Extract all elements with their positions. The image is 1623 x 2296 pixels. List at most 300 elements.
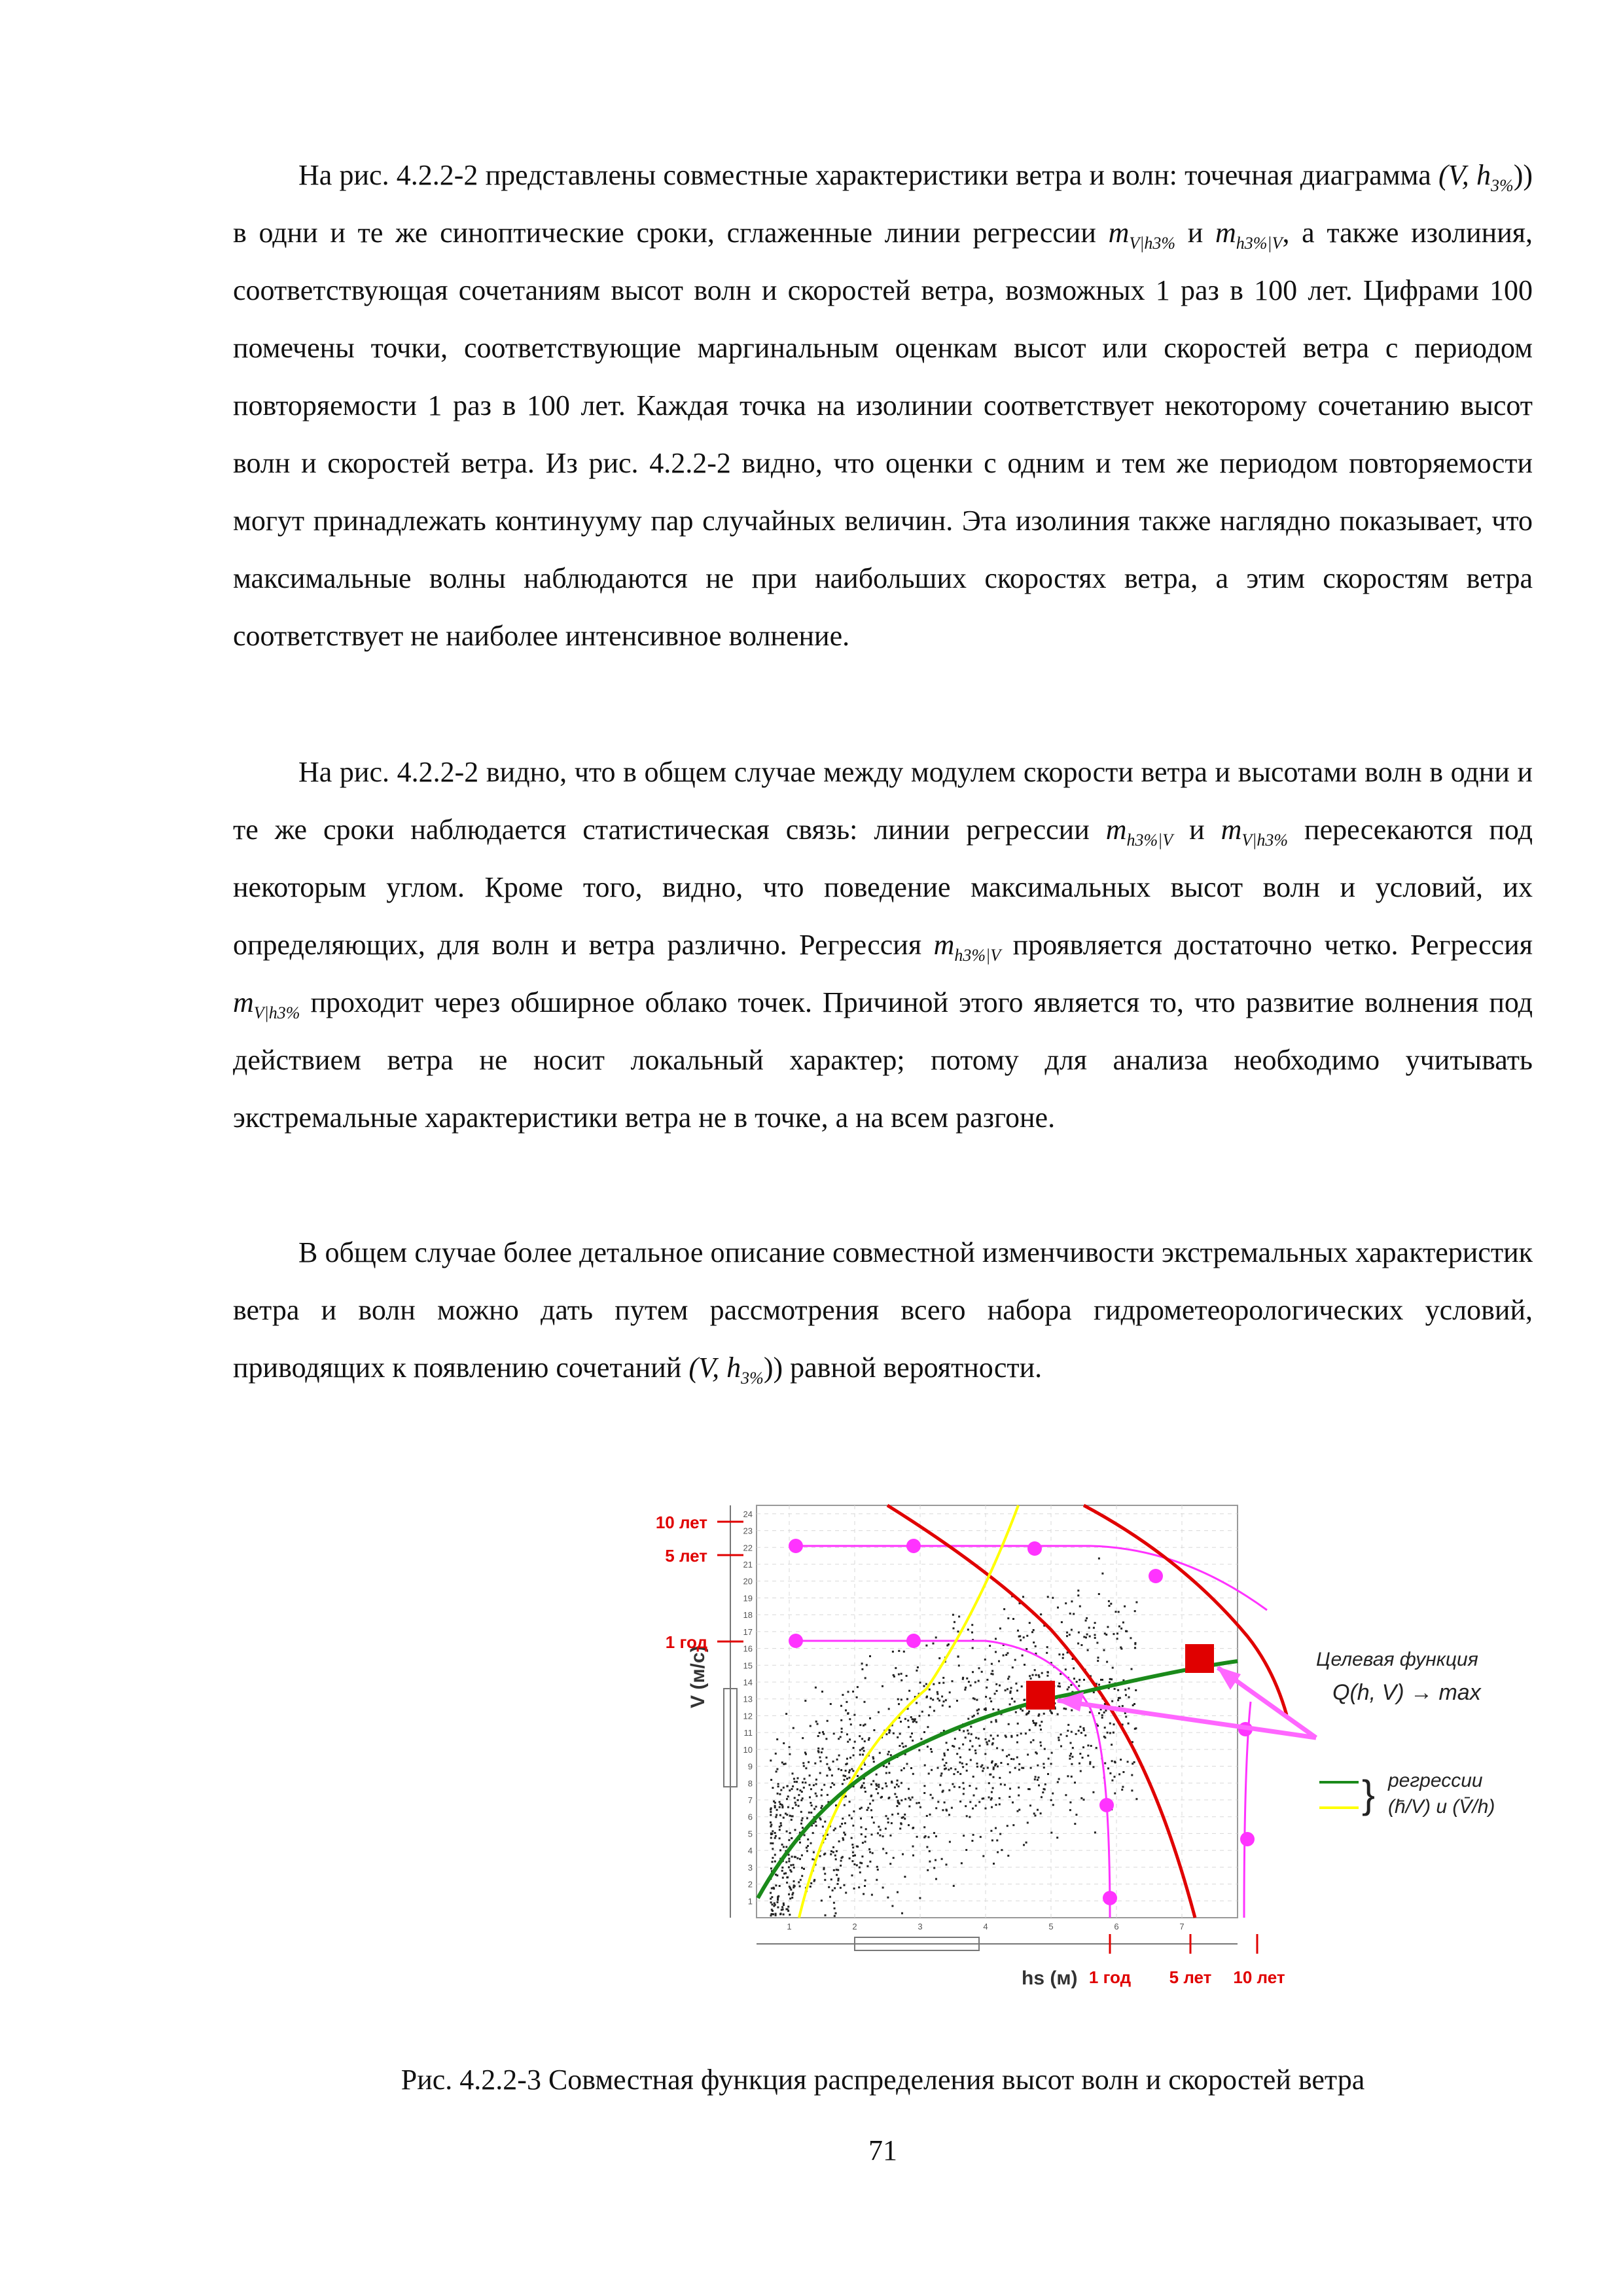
- scatter-point: [846, 1701, 847, 1703]
- scatter-point: [851, 1874, 853, 1876]
- scatter-point: [1079, 1726, 1081, 1728]
- scatter-point: [796, 1857, 798, 1859]
- scatter-point: [1110, 1603, 1112, 1605]
- scatter-point: [945, 1699, 947, 1701]
- scatter-point: [1008, 1676, 1010, 1677]
- scatter-point: [845, 1892, 847, 1893]
- scatter-point: [812, 1832, 814, 1834]
- scatter-point: [966, 1677, 968, 1679]
- scatter-point: [1109, 1772, 1111, 1774]
- scatter-point: [789, 1815, 791, 1817]
- scatter-point: [1065, 1794, 1067, 1796]
- scatter-point: [1034, 1778, 1036, 1780]
- scatter-point: [1134, 1647, 1136, 1649]
- scatter-point: [890, 1754, 892, 1756]
- scatter-point: [779, 1885, 781, 1887]
- scatter-point: [845, 1710, 847, 1712]
- scatter-point: [926, 1815, 928, 1817]
- scatter-point: [834, 1827, 836, 1829]
- scatter-point: [853, 1754, 855, 1756]
- scatter-point: [770, 1814, 772, 1816]
- scatter-point: [935, 1636, 937, 1638]
- scatter-point: [898, 1674, 900, 1676]
- scatter-point: [1103, 1649, 1105, 1651]
- scatter-point: [944, 1801, 946, 1803]
- scatter-point: [908, 1726, 910, 1728]
- scatter-point: [1049, 1710, 1051, 1712]
- scatter-point: [795, 1804, 797, 1806]
- scatter-point: [856, 1864, 858, 1866]
- scatter-point: [945, 1762, 947, 1764]
- scatter-point: [999, 1797, 1001, 1799]
- scatter-point: [986, 1744, 988, 1746]
- scatter-point: [842, 1818, 844, 1820]
- scatter-point: [901, 1912, 903, 1914]
- scatter-point: [1009, 1692, 1011, 1694]
- scatter-point: [786, 1785, 788, 1787]
- scatter-point: [835, 1912, 837, 1914]
- scatter-point: [933, 1832, 935, 1834]
- scatter-point: [836, 1874, 838, 1876]
- scatter-point: [1080, 1797, 1082, 1799]
- scatter-point: [1012, 1824, 1014, 1826]
- scatter-point: [975, 1752, 977, 1754]
- scatter-point: [1038, 1715, 1040, 1717]
- scatter-point: [777, 1897, 779, 1899]
- x-tick-label: 6: [1114, 1922, 1119, 1931]
- scatter-point: [953, 1746, 955, 1748]
- scatter-point: [1066, 1635, 1068, 1637]
- scatter-point: [1042, 1791, 1044, 1793]
- left-label-10yr: 10 лет: [655, 1513, 707, 1532]
- scatter-point: [779, 1801, 781, 1803]
- scatter-point: [773, 1888, 775, 1890]
- scatter-point: [1122, 1771, 1124, 1773]
- scatter-point: [770, 1892, 772, 1894]
- scatter-point: [882, 1685, 883, 1687]
- scatter-point: [1018, 1787, 1020, 1789]
- scatter-point: [772, 1830, 774, 1832]
- scatter-point: [864, 1740, 866, 1742]
- scatter-point: [885, 1766, 887, 1768]
- scatter-point: [1111, 1700, 1113, 1702]
- scatter-point: [1065, 1708, 1067, 1710]
- scatter-point: [899, 1827, 901, 1829]
- scatter-point: [920, 1738, 922, 1740]
- scatter-point: [878, 1826, 880, 1828]
- scatter-point: [904, 1718, 906, 1720]
- scatter-point: [1043, 1713, 1045, 1715]
- scatter-point: [804, 1782, 806, 1784]
- scatter-point: [902, 1746, 904, 1748]
- scatter-point: [802, 1737, 804, 1739]
- scatter-point: [876, 1774, 878, 1776]
- scatter-point: [901, 1817, 903, 1819]
- scatter-point: [854, 1854, 856, 1856]
- scatter-point: [838, 1768, 840, 1770]
- scatter-point: [921, 1711, 923, 1713]
- scatter-point: [896, 1805, 898, 1807]
- scatter-point: [1020, 1640, 1022, 1641]
- scatter-point: [826, 1774, 828, 1776]
- scatter-point: [849, 1801, 851, 1803]
- scatter-point: [1005, 1654, 1007, 1656]
- scatter-point: [986, 1687, 988, 1689]
- scatter-point: [991, 1762, 993, 1764]
- scatter-point: [918, 1749, 920, 1751]
- scatter-point: [821, 1751, 823, 1753]
- scatter-point: [949, 1691, 951, 1693]
- scatter-point: [1034, 1669, 1036, 1671]
- scatter-point: [802, 1827, 804, 1829]
- scatter-point: [803, 1765, 805, 1767]
- scatter-point: [1127, 1761, 1129, 1763]
- scatter-point: [838, 1878, 840, 1880]
- scatter-point: [1061, 1621, 1063, 1623]
- scatter-point: [1114, 1793, 1116, 1795]
- scatter-point: [992, 1708, 994, 1710]
- y-tick-label: 5: [747, 1829, 753, 1839]
- scatter-point: [796, 1781, 798, 1783]
- scatter-point: [1029, 1788, 1031, 1790]
- scatter-point: [901, 1679, 902, 1681]
- scatter-point: [954, 1738, 956, 1740]
- scatter-point: [801, 1791, 803, 1793]
- scatter-point: [917, 1666, 919, 1668]
- scatter-point: [815, 1825, 817, 1827]
- scatter-point: [904, 1876, 906, 1878]
- scatter-point: [898, 1650, 900, 1652]
- scatter-point: [946, 1863, 948, 1865]
- scatter-point: [801, 1820, 803, 1821]
- scatter-point: [995, 1651, 997, 1653]
- scatter-point: [1125, 1716, 1127, 1718]
- scatter-point: [837, 1869, 839, 1871]
- scatter-point: [943, 1700, 945, 1702]
- y-tick-label: 3: [747, 1862, 753, 1873]
- scatter-point: [787, 1906, 789, 1908]
- scatter-point: [929, 1861, 931, 1863]
- scatter-point: [1033, 1722, 1035, 1724]
- scatter-point: [1092, 1791, 1094, 1793]
- scatter-point: [1089, 1636, 1091, 1638]
- scatter-point: [794, 1797, 796, 1799]
- scatter-point: [1026, 1635, 1028, 1637]
- scatter-point: [999, 1803, 1001, 1805]
- scatter-point: [888, 1729, 890, 1731]
- scatter-point: [996, 1690, 998, 1692]
- y-tick-label: 24: [743, 1509, 753, 1519]
- scatter-point: [840, 1719, 842, 1721]
- scatter-point: [1080, 1644, 1082, 1646]
- scatter-point: [1116, 1632, 1118, 1634]
- scatter-point: [980, 1836, 982, 1838]
- scatter-point: [791, 1871, 793, 1873]
- scatter-point: [923, 1792, 925, 1794]
- scatter-point: [772, 1861, 774, 1863]
- scatter-point: [864, 1787, 866, 1789]
- scatter-point: [982, 1797, 984, 1799]
- scatter-point: [772, 1903, 774, 1905]
- scatter-point: [843, 1774, 845, 1776]
- scatter-point: [849, 1769, 851, 1771]
- scatter-point: [831, 1782, 833, 1784]
- scatter-point: [968, 1681, 970, 1683]
- scatter-point: [972, 1834, 974, 1836]
- scatter-point: [984, 1659, 986, 1660]
- scatter-point: [967, 1718, 969, 1720]
- scatter-point: [880, 1829, 882, 1831]
- scatter-point: [897, 1736, 899, 1738]
- scatter-point: [861, 1668, 863, 1670]
- scatter-point: [819, 1818, 821, 1820]
- scatter-point: [1027, 1712, 1029, 1714]
- scatter-point: [843, 1832, 845, 1834]
- scatter-point: [876, 1788, 878, 1790]
- scatter-point: [821, 1795, 823, 1797]
- scatter-point: [834, 1915, 836, 1917]
- scatter-point: [788, 1857, 790, 1859]
- scatter-point: [853, 1863, 855, 1865]
- scatter-point: [1104, 1763, 1106, 1765]
- scatter-point: [1128, 1723, 1130, 1725]
- scatter-point: [815, 1721, 817, 1723]
- scatter-point: [823, 1733, 825, 1735]
- scatter-point: [976, 1763, 978, 1765]
- scatter-point: [774, 1904, 776, 1906]
- scatter-point: [1058, 1778, 1060, 1780]
- scatter-point: [821, 1899, 823, 1901]
- scatter-point: [1074, 1823, 1076, 1825]
- scatter-point: [808, 1812, 810, 1814]
- scatter-point: [776, 1809, 778, 1811]
- scatter-point: [1096, 1642, 1098, 1644]
- scatter-point: [1134, 1610, 1136, 1612]
- scatter-point: [790, 1864, 792, 1866]
- scatter-point: [1012, 1618, 1014, 1620]
- scatter-point: [993, 1768, 995, 1770]
- scatter-point: [861, 1768, 863, 1770]
- scatter-point: [1101, 1717, 1103, 1719]
- scatter-point: [806, 1818, 808, 1820]
- scatter-point: [991, 1670, 993, 1672]
- scatter-point: [1065, 1602, 1067, 1604]
- scatter-point: [1016, 1757, 1018, 1759]
- scatter-point: [790, 1889, 792, 1891]
- scatter-point: [805, 1753, 807, 1755]
- scatter-point: [901, 1769, 902, 1771]
- scatter-point: [973, 1795, 975, 1797]
- scatter-point: [1016, 1734, 1018, 1736]
- scatter-point: [1010, 1687, 1012, 1689]
- scatter-point: [961, 1763, 963, 1765]
- scatter-point: [787, 1795, 789, 1797]
- scatter-point: [990, 1830, 992, 1832]
- scatter-point: [810, 1886, 812, 1888]
- scatter-point: [872, 1780, 874, 1782]
- scatter-point: [845, 1763, 847, 1765]
- scatter-point: [897, 1780, 899, 1782]
- scatter-point: [1085, 1636, 1087, 1638]
- scatter-point: [804, 1700, 806, 1702]
- scatter-point: [1083, 1729, 1085, 1731]
- scatter-point: [770, 1837, 772, 1839]
- scatter-point: [996, 1839, 998, 1841]
- scatter-point: [807, 1839, 809, 1840]
- scatter-point: [1050, 1712, 1052, 1713]
- scatter-point: [873, 1761, 875, 1763]
- scatter-point: [1075, 1733, 1077, 1735]
- scatter-point: [774, 1802, 776, 1804]
- scatter-point: [783, 1817, 785, 1819]
- scatter-point: [1085, 1620, 1087, 1622]
- scatter-point: [844, 1834, 846, 1836]
- scatter-point: [897, 1813, 899, 1815]
- scatter-point: [908, 1824, 910, 1826]
- scatter-point: [1113, 1723, 1115, 1725]
- scatter-point: [888, 1763, 890, 1765]
- y-tick-label: 13: [743, 1694, 753, 1704]
- bottom-label-5yr: 5 лет: [1169, 1967, 1212, 1987]
- scatter-point: [878, 1786, 880, 1788]
- scatter-point: [783, 1873, 785, 1874]
- scatter-point: [995, 1683, 997, 1685]
- joint-distribution-figure: [429, 1492, 1581, 1990]
- scatter-point: [1107, 1732, 1109, 1734]
- scatter-point: [1027, 1821, 1029, 1823]
- scatter-point: [1094, 1831, 1096, 1833]
- scatter-point: [1037, 1765, 1039, 1767]
- scatter-point: [779, 1850, 781, 1852]
- scatter-point: [1031, 1631, 1033, 1633]
- scatter-point: [1068, 1686, 1070, 1688]
- scatter-point: [910, 1736, 912, 1738]
- scatter-point: [930, 1794, 932, 1796]
- scatter-point: [1135, 1798, 1137, 1800]
- scatter-point: [905, 1745, 907, 1747]
- scatter-point: [1134, 1642, 1136, 1644]
- scatter-point: [887, 1818, 889, 1820]
- scatter-point: [1011, 1698, 1013, 1700]
- scatter-point: [789, 1897, 791, 1899]
- scatter-point: [783, 1846, 785, 1848]
- scatter-point: [989, 1645, 991, 1647]
- scatter-point: [851, 1818, 853, 1820]
- scatter-point: [862, 1842, 864, 1844]
- scatter-point: [968, 1732, 970, 1734]
- scatter-point: [1094, 1637, 1096, 1639]
- scatter-point: [859, 1735, 861, 1737]
- scatter-point: [770, 1842, 772, 1844]
- scatter-point: [1082, 1757, 1084, 1759]
- scatter-point: [852, 1855, 854, 1857]
- scatter-point: [1020, 1732, 1022, 1734]
- scatter-point: [985, 1808, 987, 1810]
- scatter-point: [815, 1793, 817, 1795]
- scatter-point: [901, 1698, 902, 1700]
- scatter-point: [800, 1811, 802, 1813]
- scatter-point: [779, 1803, 781, 1805]
- scatter-point: [1044, 1784, 1046, 1785]
- scatter-point: [775, 1753, 777, 1755]
- scatter-point: [866, 1809, 868, 1811]
- scatter-point: [832, 1761, 834, 1763]
- marker-point: [789, 1634, 803, 1648]
- scatter-point: [1043, 1763, 1044, 1765]
- scatter-point: [853, 1714, 855, 1716]
- scatter-point: [997, 1709, 999, 1711]
- scatter-point: [852, 1852, 854, 1854]
- scatter-point: [898, 1703, 900, 1705]
- bottom-label-10yr: 10 лет: [1233, 1967, 1285, 1987]
- scatter-point: [862, 1753, 864, 1755]
- scatter-point: [942, 1759, 944, 1761]
- scatter-point: [863, 1725, 865, 1727]
- document-page: [233, 0, 1533, 2296]
- scatter-point: [999, 1685, 1001, 1687]
- scatter-point: [1004, 1784, 1006, 1786]
- y-tick-label: 16: [743, 1643, 753, 1654]
- scatter-point: [1113, 1732, 1115, 1734]
- scatter-point: [939, 1784, 941, 1786]
- scatter-point: [975, 1804, 977, 1806]
- scatter-point: [840, 1736, 842, 1738]
- scatter-point: [925, 1835, 927, 1837]
- y-tick-label: 8: [747, 1778, 753, 1789]
- scatter-point: [840, 1887, 842, 1889]
- scatter-point: [916, 1721, 918, 1723]
- scatter-point: [899, 1733, 901, 1735]
- scatter-point: [1035, 1645, 1037, 1647]
- scatter-point: [833, 1869, 835, 1871]
- scatter-point: [863, 1750, 865, 1752]
- scatter-point: [897, 1800, 899, 1802]
- scatter-point: [819, 1732, 821, 1734]
- scatter-point: [982, 1855, 984, 1857]
- x-tick-label: 1: [787, 1922, 792, 1931]
- scatter-point: [1075, 1814, 1077, 1816]
- marker-point: [1149, 1569, 1163, 1583]
- scatter-point: [838, 1738, 840, 1740]
- scatter-point: [1058, 1737, 1060, 1739]
- scatter-point: [1111, 1760, 1113, 1762]
- scatter-point: [1089, 1761, 1091, 1763]
- scatter-point: [997, 1851, 999, 1853]
- scatter-point: [970, 1759, 972, 1761]
- scatter-point: [910, 1799, 912, 1801]
- scatter-point: [774, 1832, 776, 1834]
- scatter-point: [942, 1682, 944, 1684]
- scatter-point: [916, 1702, 918, 1704]
- scatter-point: [1071, 1731, 1073, 1733]
- scatter-point: [893, 1674, 895, 1676]
- scatter-point: [1080, 1770, 1082, 1772]
- scatter-point: [990, 1721, 992, 1723]
- scatter-point: [910, 1716, 912, 1718]
- scatter-point: [916, 1836, 918, 1838]
- scatter-point: [861, 1738, 863, 1740]
- scatter-point: [798, 1805, 800, 1807]
- scatter-point: [842, 1856, 844, 1858]
- scatter-point: [849, 1718, 851, 1720]
- scatter-point: [1046, 1675, 1048, 1677]
- scatter-point: [791, 1897, 793, 1899]
- scatter-point: [1101, 1573, 1103, 1575]
- scatter-point: [1117, 1689, 1119, 1691]
- scatter-point: [1027, 1753, 1029, 1755]
- scatter-point: [1041, 1796, 1043, 1798]
- scatter-point: [777, 1895, 779, 1897]
